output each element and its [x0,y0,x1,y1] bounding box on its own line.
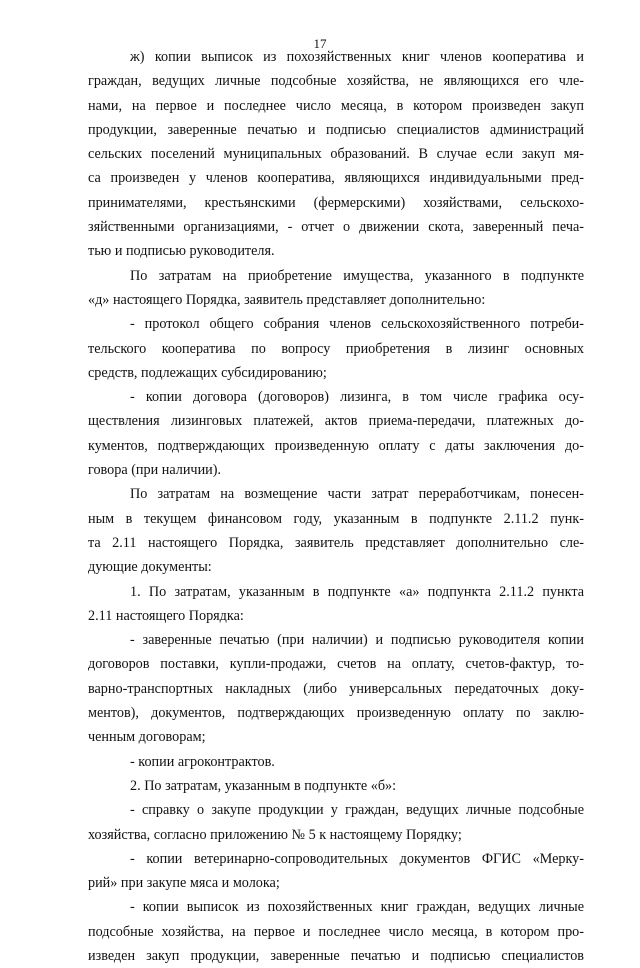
text-line: 1. По затратам, указанным в подпункте «а» подпункта 2.11.2 пункта [130,583,584,600]
text-line: ченным договорам; [88,729,206,746]
text-line: подсобные хозяйства, на первое и последнее число месяца, в котором про- [88,923,584,940]
page-number: 17 [313,36,327,51]
text-line: - копии выписок из похозяйственных книг граждан, ведущих личные [130,899,584,916]
text-line: 2.11 настоящего Порядка: [88,607,244,624]
text-line: - копии агроконтрактов. [130,753,275,770]
text-line: зяйственными организациями, - отчет о движении скота, заверенный печа- [88,219,584,236]
text-line: тью и подписью руководителя. [88,243,275,260]
text-line: принимателями, крестьянскими (фермерскими) хозяйствами, сельскохо- [88,194,584,211]
text-line: средств, подлежащих субсидированию; [88,364,327,381]
text-line: дующие документы: [88,559,212,576]
text-line: та 2.11 настоящего Порядка, заявитель представляет дополнительно сле- [88,534,584,551]
text-line: продукции, заверенные печатью и подписью специалистов администраций [88,121,584,138]
text-line: сельских поселений муниципальных образований. В случае если закуп мя- [88,146,584,163]
text-line: По затратам на возмещение части затрат переработчикам, понесен- [130,486,584,503]
text-line: 2. По затратам, указанным в подпункте «б»: [130,777,397,794]
text-line: - копии ветеринарно-сопроводительных документов ФГИС «Мерку- [130,850,584,867]
text-line: - справку о закупе продукции у граждан, ведущих личные подсобные [130,802,584,819]
text-line: - протокол общего собрания членов сельскохозяйственного потреби- [130,316,584,333]
text-line: - копии договора (договоров) лизинга, в том числе графика осу- [130,389,584,406]
text-line: - заверенные печатью (при наличии) и подписью руководителя копии [130,632,584,649]
text-line: ществления лизинговых платежей, актов приема-передачи, платежных до- [88,413,584,430]
text-line: граждан, ведущих личные подсобные хозяйства, не являющихся его чле- [88,73,584,90]
text-line: По затратам на приобретение имущества, указанного в подпункте [130,267,584,284]
text-line: изведен закуп продукции, заверенные печатью и подписью специалистов [88,947,584,964]
text-line: ж) копии выписок из похозяйственных книг членов кооператива и [130,49,584,65]
text-line: «д» настоящего Порядка, заявитель представляет дополнительно: [88,291,486,308]
text-line: ментов), документов, подтверждающих произведенную оплату по заклю- [88,705,584,722]
text-line: говора (при наличии). [88,462,222,479]
text-line: договоров поставки, купли-продажи, счетов на оплату, счетов-фактур, то- [88,656,584,673]
text-line: варно-транспортных накладных (либо универсальных передаточных доку- [88,680,584,697]
text-line: нами, на первое и последнее число месяца, в котором произведен закуп [88,97,584,114]
text-line: рий» при закупе мяса и молока; [88,875,280,892]
text-line: хозяйства, согласно приложению № 5 к настоящему Порядку; [88,826,462,843]
text-line: кументов, подтверждающих произведенную оплату с даты заключения до- [88,437,584,454]
text-line: ным в текущем финансовом году, указанным в подпункте 2.11.2 пунк- [88,510,584,527]
text-line: са произведен у членов кооператива, являющихся индивидуальными пред- [88,170,584,187]
document-body [88,45,584,968]
text-line: тельского кооператива по вопросу приобретения в лизинг основных [88,340,584,357]
